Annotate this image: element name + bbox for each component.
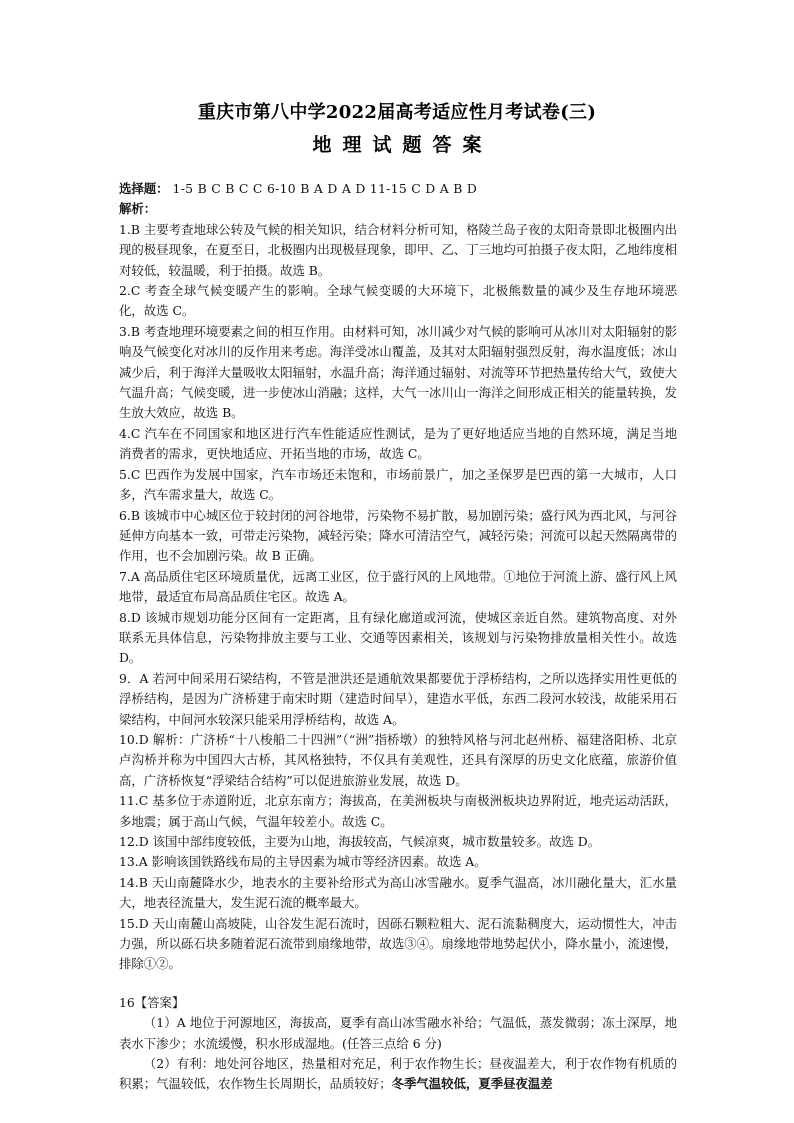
analysis-item-8: 8.D 该城市规划功能分区间有一定距离，且有绿化廊道或河流，使城区亲近自然。建筑物高度、对外联系无具体信息，污染物排放主要与工业、交通等因素相关，该规划与污染物排放量相关性小。故选 D。 [119, 609, 677, 666]
analysis-item-5: 5.C 巴西作为发展中国家，汽车市场还未饱和，市场前景广，加之圣保罗是巴西的第一大城市，人口多，汽车需求量大，故选 C。 [119, 466, 677, 503]
choice-label: 选择题： [119, 181, 169, 196]
analysis-item-9: 9．A 若河中间采用石梁结构，不管是泄洪还是通航效果都要优于浮桥结构，之所以选择实用性更低的浮桥结构，是因为广济桥建于南宋时期（建造时间早），建造水平低，东西二段河水较浅，故能采用石梁结构，中间河水较深只能采用浮桥结构，故选 A。 [119, 670, 677, 727]
analysis-label: 解析： [119, 201, 157, 217]
analysis-item-7: 7.A 高品质住宅区环境质量优，远离工业区，位于盛行风的上风地带。①地位于河流上游、盛行风上风地带，最适宜布局高品质住宅区。故选 A。 [119, 568, 677, 605]
analysis-item-14: 14.B 天山南麓降水少，地表水的主要补给形式为高山冰雪融水。夏季气温高，冰川融化量大，汇水量大，地表径流量大，发生泥石流的概率最大。 [119, 874, 677, 911]
q16-answer-2 [119, 1054, 677, 1095]
analysis-item-10: 10.D 解析：广济桥“十八梭船二十四洲”（“洲”指桥墩）的独特风格与河北赵州桥、福建洛阳桥、北京卢沟桥并称为中国四大古桥，其风格独特，不仅具有美观性，还具有深厚的历史文化底蕴，旅游价值高，广济桥恢复“浮梁结合结构”可以促进旅游业发展，故选 D。 [119, 731, 677, 788]
choice-answers: 1-5 B C B C C 6-10 B A D A D 11-15 C D A B D [172, 181, 478, 196]
analysis-item-6: 6.B 该城市中心城区位于较封闭的河谷地带，污染物不易扩散，易加剧污染；盛行风为西北风，与河谷延伸方向基本一致，可带走污染物，减轻污染；降水可清洁空气，减轻污染；河流可以起天然隔离带的作用，也不会加剧污染。故 B 正确。 [119, 507, 677, 564]
analysis-item-11: 11.C 基多位于赤道附近，北京东南方；海拔高，在美洲板块与南极洲板块边界附近，地壳运动活跃，多地震；属于高山气候，气温年较差小。故选 C。 [119, 793, 677, 829]
analysis-item-12: 12.D 该国中部纬度较低，主要为山地，海拔较高，气候凉爽，城市数量较多。故选 D。 [119, 834, 601, 849]
analysis-item-15: 15.D 天山南麓山高坡陡，山谷发生泥石流时，因砾石颗粒粗大、泥石流黏稠度大，运动惯性大，冲击力强，所以砾石块多随着泥石流带到扇缘地带，故选③④。扇缘地带地势起伏小，降水量小，流速慢，排除①②。 [119, 915, 677, 972]
q16-heading: 16【答案】 [119, 994, 185, 1010]
q16-answer-2-bold-text: 冬季气温较低，夏季昼夜温差 [391, 1076, 553, 1092]
document-title: 重庆市第八中学2022届高考适应性月考试卷(三) [197, 102, 597, 123]
analysis-item-13: 13.A 影响该国铁路线布局的主导因素为城市等经济因素。故选 A。 [119, 854, 487, 870]
q16-answer-2-text: （2）有利：地处河谷地区，热量相对充足，利于农作物生长；昼夜温差大，利于农作物有机质的积累；气温较低，农作物生长周期长，品质较好； [119, 1056, 677, 1092]
analysis-item-3: 3.B 考查地理环境要素之间的相互作用。由材料可知，冰川减少对气候的影响可从冰川对太阳辐射的影响及气候变化对冰川的反作用来考虑。海洋受冰山覆盖，及其对太阳辐射强烈反射，海水温度低；冰山减少后，利于海洋大量吸收太阳辐射，水温升高；海洋通过辐射、对流等环节把热量传给大气，致使大气温升高；气候变暖，进一步使冰山消融；这样，大气一冰川山一海洋之间形成正相关的能量转换，发生放大效应，故选 B。 [119, 323, 677, 421]
document-subtitle: 地理试题答案 [312, 134, 493, 156]
q16-answer-1: （1）A 地位于河源地区，海拔高，夏季有高山冰雪融水补给；气温低，蒸发微弱；冻土深厚，地表水下渗少；水流缓慢，积水形成湿地。(任答三点给 6 分) [119, 1015, 677, 1051]
answer-content [119, 179, 677, 1095]
analysis-item-1: 1.B 主要考查地球公转及气候的相关知识，结合材料分析可知，格陵兰岛子夜的太阳奇景即北极圈内出现的极昼现象，在夏至日，北极圈内出现极昼现象，即甲、乙、丁三地均可拍摄子夜太阳，乙地纬度相对较低，较温暖，利于拍摄。故选 B。 [119, 221, 677, 278]
analysis-item-2: 2.C 考查全球气候变暖产生的影响。全球气候变暖的大环境下，北极熊数量的减少及生存地环境恶化，故选 C。 [119, 283, 677, 319]
choice-answers-line [119, 179, 677, 199]
analysis-item-4: 4.C 汽车在不同国家和地区进行汽车性能适应性测试，是为了更好地适应当地的自然环境，满足当地消费者的需求，更快地适应、开拓当地的市场，故选 C。 [119, 425, 677, 462]
